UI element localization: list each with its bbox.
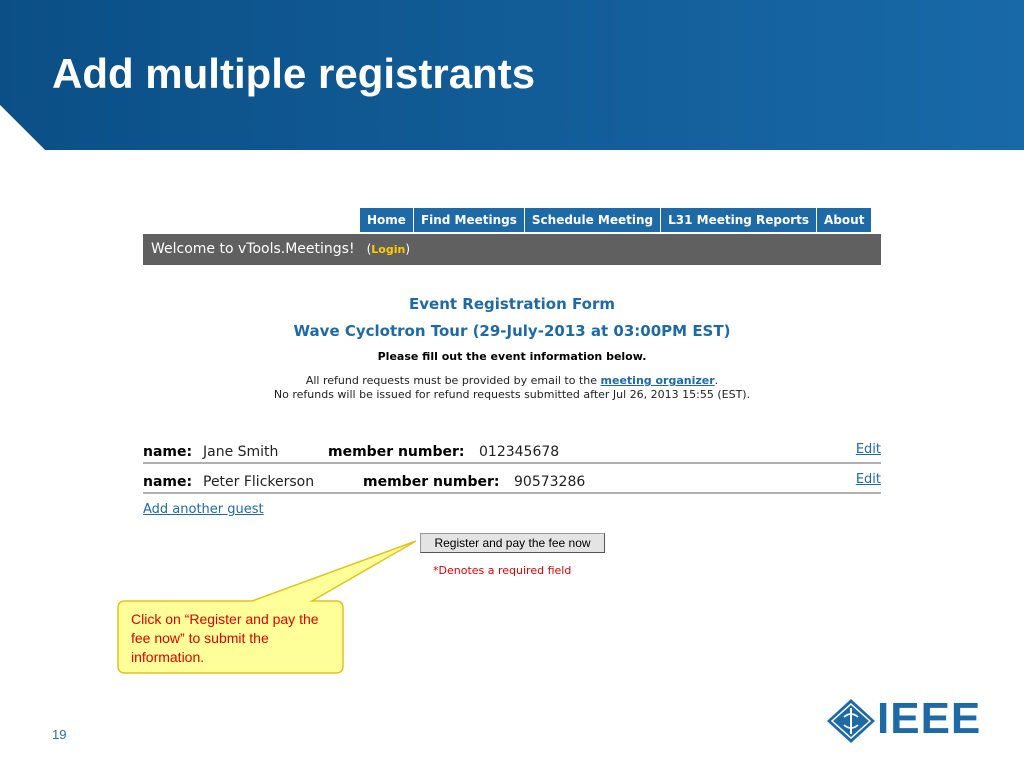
callout-text: Click on “Register and pay the fee now” to submit the information. — [131, 611, 319, 665]
member-number-value: 90573286 — [514, 474, 586, 490]
edit-registrant-link[interactable]: Edit — [855, 472, 881, 487]
slide-title: Add multiple registrants — [52, 50, 536, 97]
meeting-organizer-link[interactable]: meeting organizer — [600, 374, 715, 387]
ieee-diamond-icon — [825, 697, 877, 745]
ieee-logo-text: IEEE — [877, 694, 982, 743]
login-close-paren: ) — [405, 242, 410, 256]
member-number-label: member number: — [363, 474, 500, 490]
login-open-paren: ( — [366, 242, 372, 256]
event-title: Wave Cyclotron Tour (29-July-2013 at 03:00PM EST) — [293, 322, 731, 340]
form-title: Event Registration Form — [409, 295, 615, 313]
nav-find-meetings[interactable]: Find Meetings — [414, 208, 525, 232]
register-and-pay-button[interactable]: Register and pay the fee now — [420, 533, 605, 553]
nav-schedule-meeting[interactable]: Schedule Meeting — [525, 208, 661, 232]
refund-prefix: All refund requests must be provided by email to the — [305, 374, 598, 387]
refund-suffix: . — [714, 374, 719, 387]
nav-home[interactable]: Home — [360, 208, 414, 232]
edit-registrant-link[interactable]: Edit — [855, 442, 881, 457]
nav-l31-meeting-reports[interactable]: L31 Meeting Reports — [661, 208, 817, 232]
form-instruction: Please fill out the event information below. — [377, 350, 647, 363]
registrant-name: Peter Flickerson — [203, 474, 315, 490]
add-another-guest-link[interactable]: Add another guest — [143, 502, 264, 517]
refund-deadline: No refunds will be issued for refund requests submitted after Jul 26, 2013 15:55 (EST). — [273, 388, 751, 401]
login-link[interactable]: Login — [371, 243, 406, 256]
name-label: name: — [143, 444, 193, 460]
member-number-label: member number: — [328, 444, 465, 460]
required-field-note: *Denotes a required field — [433, 564, 572, 577]
name-label: name: — [143, 474, 193, 490]
page-number: 19 — [52, 727, 67, 742]
nav-about[interactable]: About — [817, 208, 871, 232]
welcome-text: Welcome to vTools.Meetings! — [151, 241, 355, 257]
member-number-value: 012345678 — [479, 444, 560, 460]
registrant-name: Jane Smith — [203, 444, 279, 460]
